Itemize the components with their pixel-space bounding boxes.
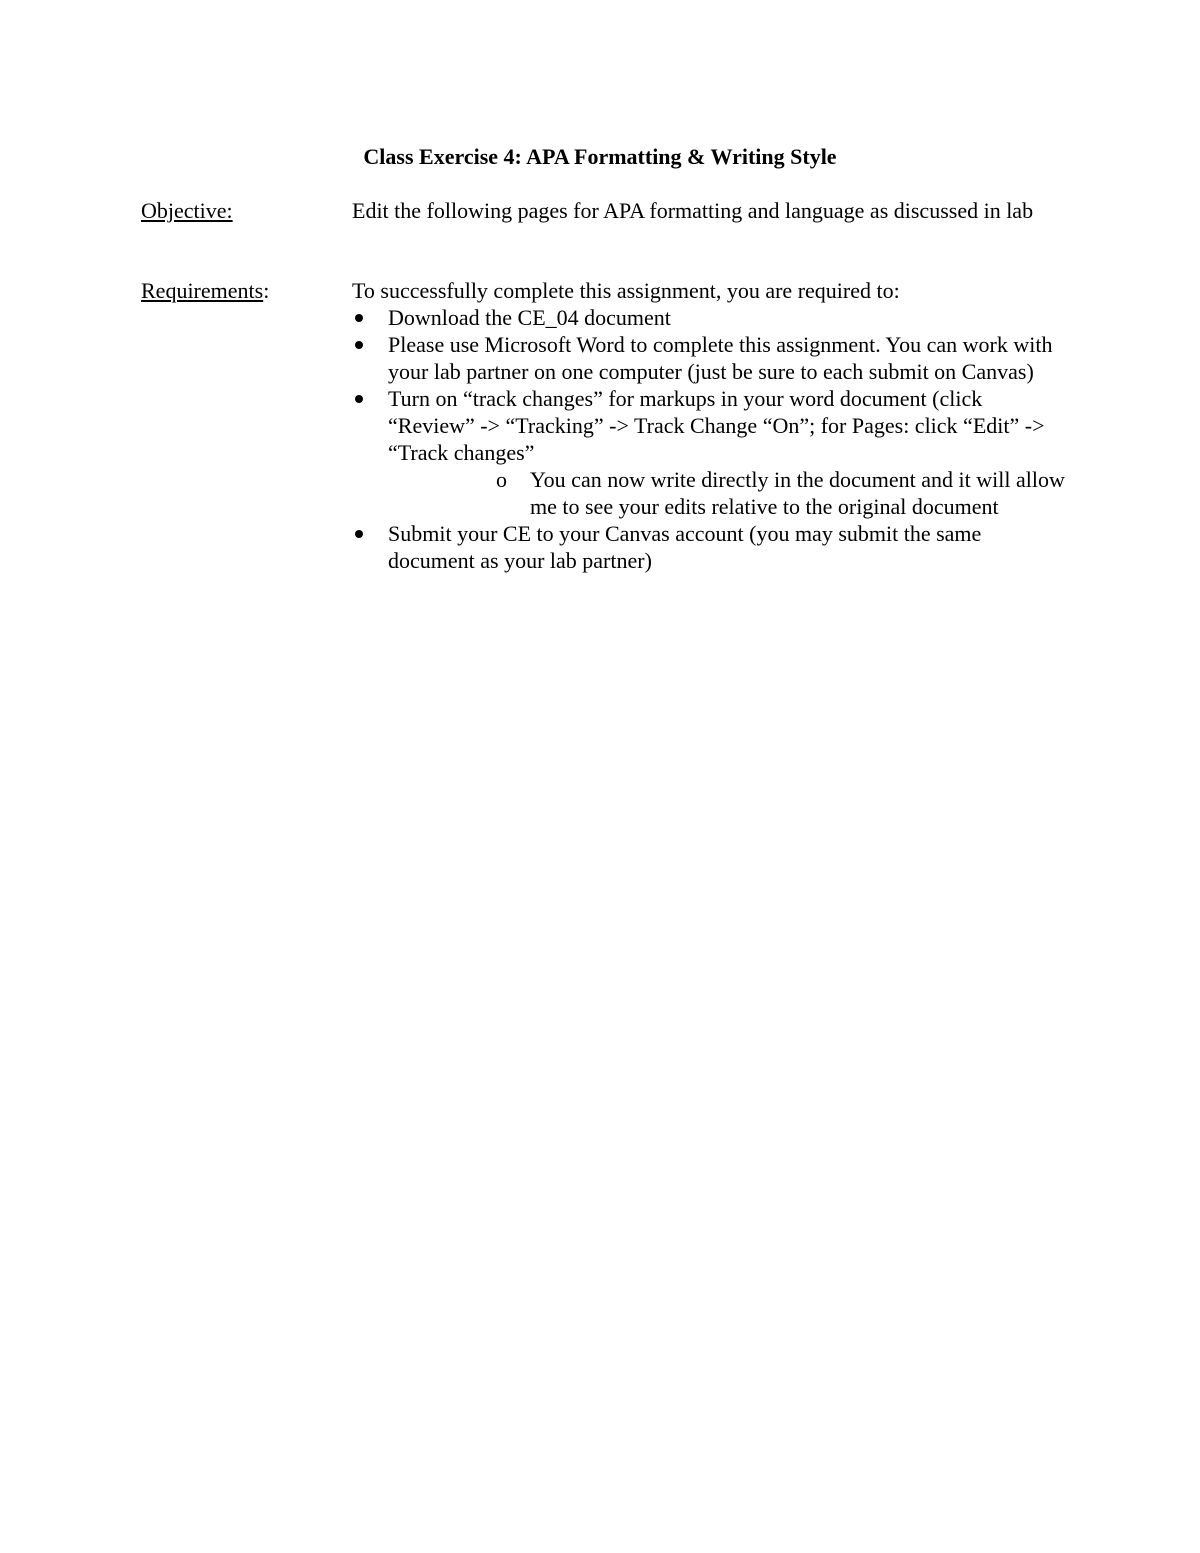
requirements-list — [352, 304, 1072, 574]
sub-list-item-text: You can now write directly in the document and it will allow me to see your edits relative to the original document — [530, 467, 1065, 519]
list-item-text: Turn on “track changes” for markups in your word document (click “Review” -> “Tracking” -> Track Change “On”; for Pages: click “Edit” -> “Track changes” — [388, 386, 1045, 465]
requirements-block — [352, 277, 1072, 574]
requirements-label-text: Requirements — [141, 278, 264, 303]
objective-label — [141, 197, 233, 224]
bullet-icon — [355, 341, 363, 349]
list-item — [352, 385, 1072, 520]
objective-label-text: Objective: — [141, 198, 233, 223]
bullet-icon — [355, 530, 363, 538]
list-item-text: Please use Microsoft Word to complete this assignment. You can work with your lab partner on one computer (just be sure to each submit on Canvas) — [388, 332, 1053, 384]
list-item-text: Download the CE_04 document — [388, 305, 671, 330]
sub-list-item — [388, 466, 1072, 520]
objective-text: Edit the following pages for APA formatting and language as discussed in lab — [352, 198, 1034, 223]
requirements-label-colon: : — [263, 278, 270, 303]
document-title: Class Exercise 4: APA Formatting & Writing Style — [363, 144, 837, 169]
list-item — [352, 304, 1072, 331]
requirements-intro: To successfully complete this assignment, you are required to: — [352, 278, 900, 303]
bullet-icon — [355, 395, 363, 403]
list-item-text: Submit your CE to your Canvas account (you may submit the same document as your lab partner) — [388, 521, 982, 573]
bullet-icon — [355, 314, 363, 322]
requirements-label — [141, 277, 269, 304]
list-item — [352, 520, 1072, 574]
sub-list — [388, 466, 1072, 520]
list-item — [352, 331, 1072, 385]
sub-bullet-icon: o — [496, 467, 507, 492]
